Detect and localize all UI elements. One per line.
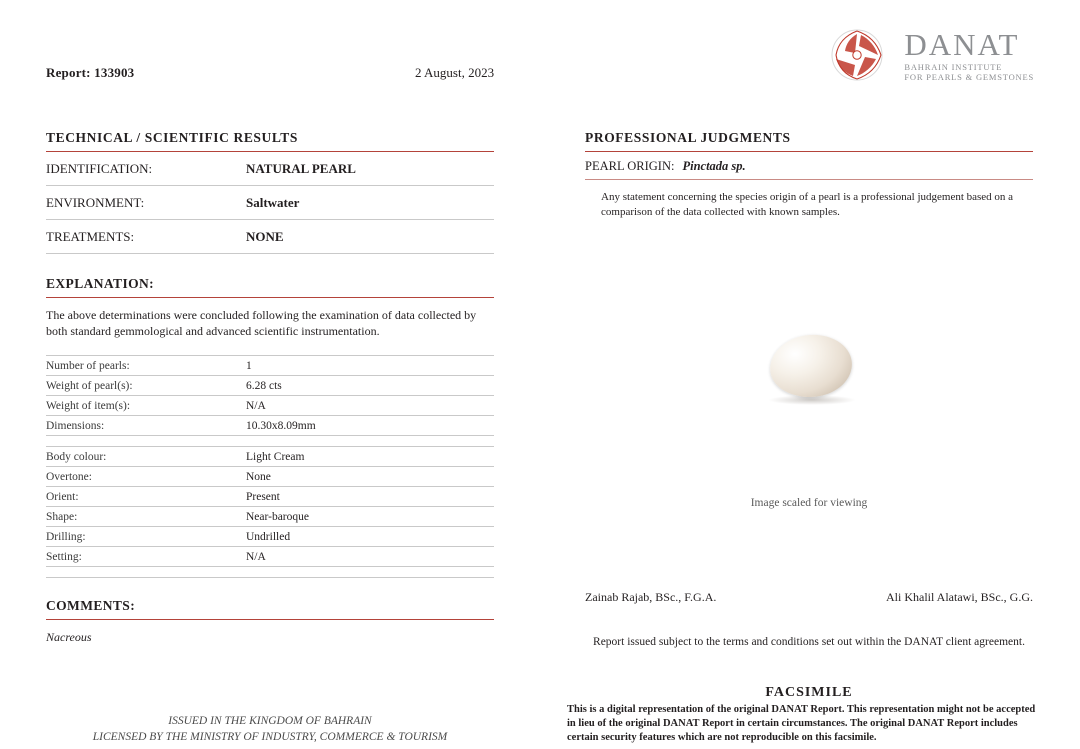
row-overtone <box>46 467 494 486</box>
row-label: Setting: <box>46 551 82 564</box>
row-weight-of-items <box>46 396 494 415</box>
row-label: IDENTIFICATION: <box>46 161 153 176</box>
row-value: 1 <box>246 360 252 373</box>
technical-results-title: TECHNICAL / SCIENTIFIC RESULTS <box>46 130 298 145</box>
row-environment <box>46 186 494 219</box>
comments-title: COMMENTS: <box>46 598 136 614</box>
row-label: Drilling: <box>46 531 86 544</box>
logo-subtitle-2: FOR PEARLS & GEMSTONES <box>904 71 1034 82</box>
row-label: Weight of item(s): <box>46 400 131 413</box>
signature-row <box>585 590 1033 605</box>
row-value: Present <box>246 491 280 504</box>
row-identification <box>46 152 494 185</box>
logo-wordmark <box>904 29 1034 81</box>
row-label: Body colour: <box>46 451 107 464</box>
row-label: Dimensions: <box>46 420 105 433</box>
row-value: NONE <box>246 229 284 244</box>
row-value: Undrilled <box>246 531 291 544</box>
row-body-colour <box>46 447 494 466</box>
row-label: TREATMENTS: <box>46 229 135 244</box>
row-value: Pinctada sp. <box>682 159 746 173</box>
report-date: 2 August, 2023 <box>415 65 495 80</box>
row-drilling <box>46 527 494 546</box>
row-shape <box>46 507 494 526</box>
row-setting <box>46 547 494 566</box>
pearl-image-area <box>585 315 1033 535</box>
professional-judgments-section <box>585 130 1033 220</box>
row-value: Light Cream <box>246 451 305 464</box>
origin-note: Any statement concerning the species origin of a pearl is a professional judgement based on a comparison of the data collected with known samples. <box>601 191 1014 218</box>
danat-pearl-logo-icon <box>824 22 890 88</box>
row-pearl-origin <box>585 152 1033 179</box>
row-value: Near-baroque <box>246 511 309 524</box>
row-treatments <box>46 220 494 253</box>
row-value: NATURAL PEARL <box>246 161 356 176</box>
facsimile-title: FACSIMILE <box>765 685 853 700</box>
row-label: ENVIRONMENT: <box>46 195 145 210</box>
signature-right: Ali Khalil Alatawi, BSc., G.G. <box>886 590 1033 604</box>
pearl-specimen-image <box>767 331 855 401</box>
footer-line-1: ISSUED IN THE KINGDOM OF BAHRAIN <box>168 715 372 727</box>
row-value: N/A <box>246 400 266 413</box>
issued-terms-note: Report issued subject to the terms and conditions set out within the DANAT client agreement. <box>593 636 1025 648</box>
row-label: Shape: <box>46 511 78 524</box>
row-value: 6.28 cts <box>246 380 282 393</box>
row-value: 10.30x8.09mm <box>246 420 316 433</box>
report-number: Report: 133903 <box>46 65 135 80</box>
row-orient <box>46 487 494 506</box>
row-label: Weight of pearl(s): <box>46 380 133 393</box>
explanation-title: EXPLANATION: <box>46 276 155 291</box>
row-value: Saltwater <box>246 195 300 210</box>
comments-text: Nacreous <box>46 630 92 645</box>
row-value: N/A <box>246 551 266 564</box>
logo-title: DANAT <box>904 27 1020 62</box>
logo-subtitle-1: BAHRAIN INSTITUTE <box>904 62 1003 72</box>
professional-judgments-title: PROFESSIONAL JUDGMENTS <box>585 130 791 145</box>
explanation-text: The above determinations were concluded following the examination of data collected by both standard gemmological and advanced scientific instrumentation. <box>46 308 477 339</box>
row-number-of-pearls <box>46 356 494 375</box>
image-caption: Image scaled for viewing <box>750 497 868 509</box>
row-label: Orient: <box>46 491 79 504</box>
row-weight-of-pearls <box>46 376 494 395</box>
signature-left: Zainab Rajab, BSc., F.G.A. <box>585 590 717 604</box>
row-label: Overtone: <box>46 471 92 484</box>
technical-results-section <box>46 130 494 645</box>
facsimile-disclaimer: This is a digital representation of the original DANAT Report. This representation might not be accepted in lieu of the original DANAT Report in certain circumstances. The original DANAT Report includes certain security features which are not reproducible on this facsimile. <box>567 704 1036 743</box>
row-label: Number of pearls: <box>46 360 130 373</box>
footer-line-2: LICENSED BY THE MINISTRY OF INDUSTRY, COMMERCE & TOURISM <box>92 731 448 744</box>
danat-logo <box>824 22 1034 88</box>
row-value: None <box>246 471 271 484</box>
row-dimensions <box>46 416 494 435</box>
row-label: PEARL ORIGIN: <box>585 159 675 173</box>
footer-issued-kingdom <box>46 713 494 745</box>
